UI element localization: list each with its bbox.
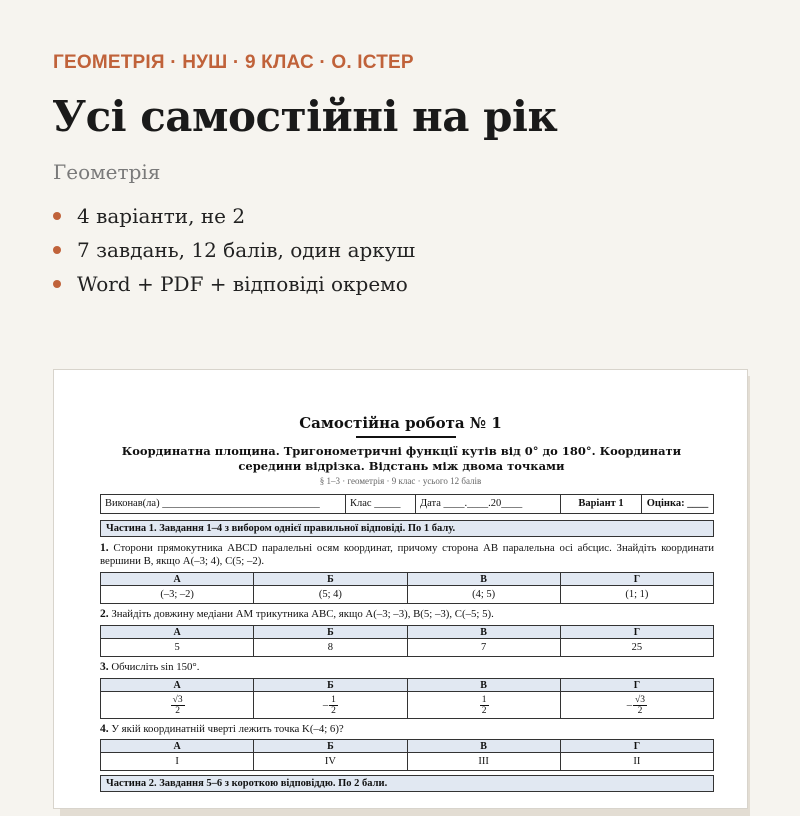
feature-item: 4 варіанти, не 2 [53, 203, 415, 237]
option-b: – $\frac{1}{2}$ [254, 692, 407, 719]
variant-label: Варіант 1 [561, 495, 642, 513]
document-title: Самостійна робота № 1 [299, 414, 502, 432]
option-d: 25 [560, 639, 713, 657]
task-1-options: А Б В Г (–3; –2) (5; 4) (4; 5) (1; 1) [100, 572, 714, 604]
subject-eyebrow: ГЕОМЕТРІЯ · НУШ · 9 КЛАС · О. ІСТЕР [53, 52, 414, 73]
task-4: 4. У якій координатній чверті лежить точка K(–4; 6)? [100, 723, 344, 735]
page-title: Усі самостійні на рік [52, 92, 558, 141]
bullet-dot-icon [53, 246, 61, 254]
option-c: III [407, 753, 560, 771]
student-info-row [100, 494, 714, 514]
option-c: 7 [407, 639, 560, 657]
feature-list [53, 203, 415, 305]
part-1-header: Частина 1. Завдання 1–4 з вибором однієї правильної відповіді. По 1 балу. [100, 520, 714, 537]
document-preview [53, 369, 748, 809]
option-d: – $\frac{√3}{2}$ [560, 692, 713, 719]
bullet-dot-icon [53, 280, 61, 288]
task-4-options: А Б В Г I IV III II [100, 739, 714, 771]
task-2-options: А Б В Г 5 8 7 25 [100, 625, 714, 657]
option-b: (5; 4) [254, 586, 407, 604]
feature-item: 7 завдань, 12 балів, один аркуш [53, 237, 415, 271]
feature-item: Word + PDF + відповіді окремо [53, 271, 415, 305]
document-topic: Координатна площина. Тригонометричні функції кутів від 0° до 180°. Координати середини відрізка. Відстань між двома точками [121, 444, 682, 473]
date-field: Дата ____.____.20____ [416, 495, 561, 513]
task-3-options: А Б В Г $\frac{√3}{2}$ – $\frac{1}{2}$ $\frac{1}{2}$ – $\frac{√3}{2}$ [100, 678, 714, 719]
option-a: (–3; –2) [101, 586, 254, 604]
task-1: 1. Сторони прямокутника ABCD паралельні осям координат, причому сторона AB паралельна осі абсцис. Знайдіть координати вершини B, якщо A(–3; 4), C(5; –2). [100, 542, 715, 567]
task-2: 2. Знайдіть довжину медіани AM трикутника ABC, якщо A(–3; –3), B(5; –3), C(–5; 5). [100, 608, 494, 620]
option-d: II [560, 753, 713, 771]
option-c: $\frac{1}{2}$ [407, 692, 560, 719]
option-a: $\frac{√3}{2}$ [101, 692, 254, 719]
option-b: 8 [254, 639, 407, 657]
task-3: 3. Обчисліть sin 150°. [100, 661, 200, 673]
grade-field: Оцінка: ____ [646, 498, 709, 509]
page-subtitle: Геометрія [53, 160, 161, 184]
option-c: (4; 5) [407, 586, 560, 604]
part-2-header: Частина 2. Завдання 5–6 з короткою відповіддю. По 2 бали. [100, 775, 714, 792]
option-a: I [101, 753, 254, 771]
student-name-field: Виконав(ла) ______________________________ [101, 495, 346, 513]
class-field: Клас _____ [346, 495, 416, 513]
title-underline [356, 436, 456, 438]
bullet-dot-icon [53, 212, 61, 220]
option-a: 5 [101, 639, 254, 657]
option-d: (1; 1) [560, 586, 713, 604]
document-meta: § 1–3 · геометрія · 9 клас · усього 12 балів [319, 476, 482, 486]
option-b: IV [254, 753, 407, 771]
